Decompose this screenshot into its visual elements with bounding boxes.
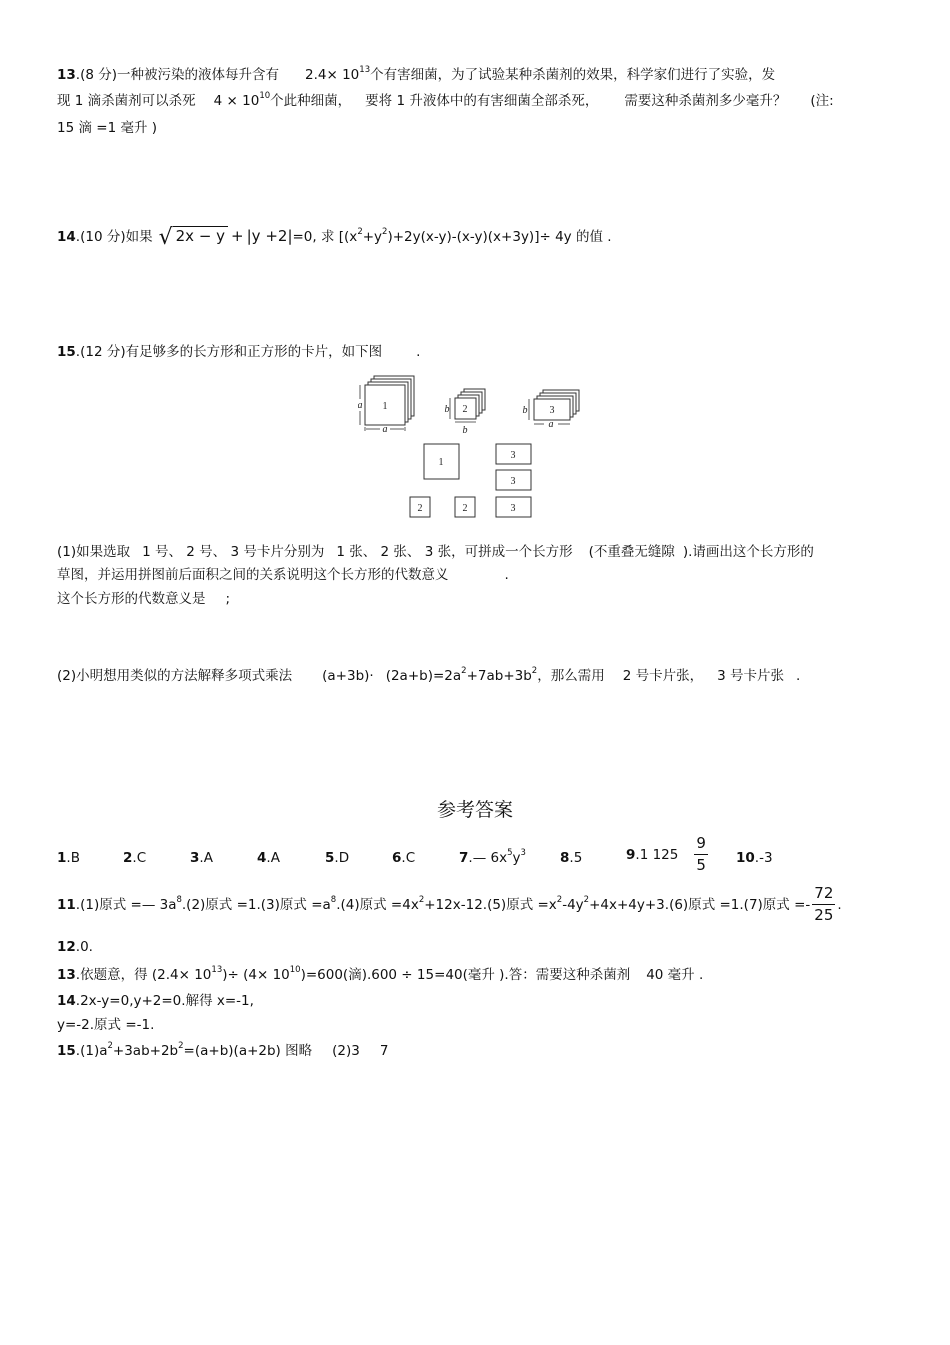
answers-title: 参考答案 — [436, 799, 513, 821]
card-label-3: 3 — [510, 476, 516, 487]
card-label-2: 2 — [417, 503, 423, 514]
abs-expression: y +2 — [251, 227, 288, 245]
answer-6: 6.C — [392, 850, 416, 866]
sqrt-sign: √ — [158, 225, 173, 250]
card-figure — [358, 372, 588, 524]
answer-5: 5.D — [325, 850, 350, 866]
answer-14-line-2: y=-2.原式 =-1. — [57, 1017, 155, 1033]
question-14: 14.(10 分)如果 √ 2x − y + |y +2|=0, 求 $[(x^2+y^2)+2y(x-y)-(x-y)(x+3y)]\div 4y$ 的值 . — [57, 225, 612, 250]
abs-bar: | — [287, 227, 293, 245]
fraction: $\frac{9}{5}$ — [696, 834, 706, 874]
answer-3: 3.A — [190, 850, 213, 866]
card-label-1: 1 — [382, 401, 388, 412]
answer-14-line-1: 14.2x-y=0,y+2=0.解得 x=-1, — [57, 993, 254, 1009]
question-15-part-1-line-2: 草图，并运用拼图前后面积之间的关系说明这个长方形的代数意义 . — [57, 567, 509, 583]
answer-4: 4.A — [257, 850, 280, 866]
card-label-2: 2 — [462, 503, 468, 514]
answer-8: 8.5 — [560, 850, 583, 866]
dim-label-a: a — [358, 400, 363, 411]
answer-2: 2.C — [123, 850, 147, 866]
card-label-2: 2 — [462, 404, 468, 415]
question-number: 14 — [57, 229, 76, 245]
card-label-3: 3 — [510, 450, 516, 461]
answer-1: 1.B — [57, 850, 80, 866]
question-13-line-1: 13.(8 分)一种被污染的液体每升含有 $2.4\times 10^{13}$个有害细菌，为了试验某种杀菌剂的效果，科学家们进行了实验，发 — [57, 65, 776, 83]
dim-label-a: a — [548, 419, 554, 430]
dim-label-a: a — [382, 424, 388, 435]
question-13-line-2: 现 1 滴杀菌剂可以杀死 $4 \times 10^{10}$个此种细菌， 要将 1 升液体中的有害细菌全部杀死， 需要这种杀菌剂多少毫升？ (注: — [57, 91, 834, 109]
question-15-part-1-line-1: (1)如果选取 1 号、 2 号、 3 号卡片分别为 1 张、 2 张、 3 张，可拼成一个长方形 (不重叠无缝隙 ).请画出这个长方形的 — [57, 544, 814, 560]
abs-bar: | — [246, 227, 252, 245]
answer-15: $15.(1)a^2+3ab+2b^2=(a+b)(a+2b)$ 图略 (2)3 7 — [57, 1041, 389, 1059]
question-13-line-3: 15 滴 =1 毫升 ) — [57, 120, 158, 136]
answer-11: 11.(1)原式 =— $3a^8.(2)$原式 =1.(3)原式 $=a^8.(4)$原式 $=4x^2+12x-12.(5)$原式 $=x^2-4y^2+4x+4y+3.(6)$原式 =1.(7)原式 =- $\frac{72}{25}$ . — [57, 884, 842, 924]
dim-label-b: b — [462, 425, 468, 436]
answer-9: 9.1 125 $\frac{9}{5}$ — [626, 834, 706, 874]
fraction: $\frac{72}{25}$ — [814, 884, 834, 924]
question-number: 13 — [57, 67, 76, 83]
card-label-1: 1 — [438, 457, 444, 468]
question-number: 15 — [57, 344, 76, 360]
question-15-part-2: (2)小明想用类似的方法解释多项式乘法 $(a+3b)\cdot (2a+b)=2a^2+7ab+3b^2$，那么需用 2 号卡片张， 3 号卡片张 . — [57, 666, 801, 684]
question-15-stem: 15.(12 分)有足够多的长方形和正方形的卡片，如下图 . — [57, 344, 421, 360]
dim-label-b: b — [444, 404, 450, 415]
answer-13: 13.依题意，得 $(2.4\times 10^{13})\div (4\times 10^{10})=600$(滴).600 ÷ 15=40(毫升 ).答：需要这种杀菌剂 40 毫升 . — [57, 965, 704, 983]
sqrt-expression: 2x − y — [173, 226, 228, 245]
answer-12: 12.0. — [57, 939, 93, 955]
card-label-3: 3 — [549, 405, 555, 416]
question-15-part-1-line-3: 这个长方形的代数意义是 ; — [57, 591, 231, 607]
card-label-3: 3 — [510, 503, 516, 514]
answer-7: 7.— $6x^5y^3$ — [459, 848, 526, 866]
answer-10: 10.-3 — [736, 850, 773, 866]
dim-label-b: b — [522, 405, 528, 416]
